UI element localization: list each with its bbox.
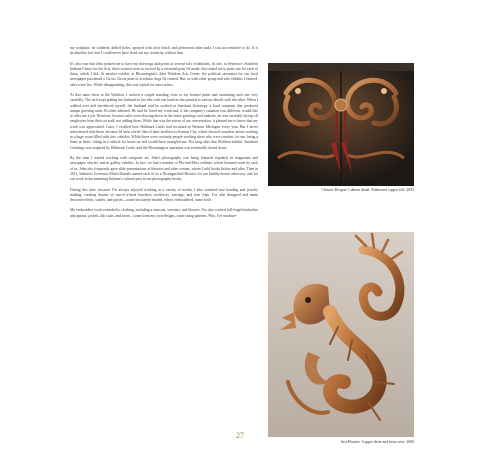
paragraph: It's also true that John pushed me to have my drawings and prints in several solo exhibitions. At one, in Seymour's Southern Indiana Center for the Arts, three women were so excited by a mermaid print I'd made, they asked me to print one for each of them, which I did. At another exhibit, at Bloomington's John Waldron Arts Center, the political cartoonist for our local newspaper purchased a Circus Circus print of acrobatic dogs I'd created. But, as with other group and solo exhibits I entered, sales were few. While disappointing, this was typical for most artists.	[70, 61, 258, 87]
sea-monster-photo	[268, 232, 414, 437]
sea-monster-caption	[268, 440, 414, 445]
paragraph: My embroidery work extended to clothing, including a raincoat, sweaters, and blouses. I've also created full-length bathrobes and aprons, jackets, lab coats, and more—some from my own designs, some using patterns. Plus, I've machine-	[70, 208, 258, 218]
paragraph: my sculpture, he soldered, drilled holes, sprayed with clear finish, and performed other tasks I was too sensitive to do. It is an absolute fact that I could never have lived out my creativity without him.	[70, 46, 258, 56]
body-text-column	[70, 46, 258, 224]
caption-detail: Cabinet detail. Embossed copper foil. 2003	[348, 188, 414, 192]
paragraph: By the time I started working with computer art, John's photography was being featured regularly in magazines and newspaper articles, and in gallery exhibits. In fact, we had a number of His-and-Hers exhibits, which featured work by each of us. John also frequently gave slide presentations at libraries and other venues, where I sold books before and after. Then in 2011, Indiana's Governor Mitch Daniels named each of us a Distinguished Hoosier for our healthy-house advocacy, and for our work in documenting Indiana's cultural past in our photography books.	[70, 156, 258, 182]
paragraph: During this time, because I've always enjoyed working in a variety of media, I also ventured into beading and jewelry making, creating dozens of one-of-a-kind bracelets, necklaces, earrings, and hair clips. I've also designed and made decorative belts, sashes, and purses—some intricately beaded, others embroidered, some both.	[70, 187, 258, 202]
caption-title: Sea Monster.	[341, 440, 361, 444]
chinese-dragon-photo	[268, 63, 414, 186]
chinese-dragon-caption	[268, 188, 414, 193]
paragraph: At that same show at the Waldron, I noticed a couple standing close to my framed prints and examining each one very carefully. The wife kept poking her husband in the ribs with one hand as she pointed to various details with the other. When I walked over and introduced myself, the husband said he worked at Sunshine Greetings, a local company that produced unique greeting cards I'd often admired. He said he loved my work and, if the company's situation was different, would like to offer me a job. However, because sales were slowing down in the entire greeting-card industry, he was currently laying off employees from their art staff, not adding them. While that was the extent of our conversation, it pleased me to know that my work was appreciated. Later, I recalled how Hallmark Cards had recruited at Western Michigan every year. But I never interviewed with them, because I'd seen a brief film of their facilities in Kansas City, which showed countless artists working in a huge room filled with tiny cubicles. While those were certainly people working there who were creative, for me, being a loner at heart, sitting in a cubicle for hours on end would have strangled me. Not long after that Waldron exhibit, Sunshine Greetings was acquired by Hallmark Cards, and the Bloomington operation was eventually closed down.	[70, 93, 258, 150]
page-number: 27	[236, 431, 244, 440]
caption-detail: Copper sheet and brass wire. 2006	[361, 440, 414, 444]
caption-title: Chinese Dragon.	[321, 188, 348, 192]
